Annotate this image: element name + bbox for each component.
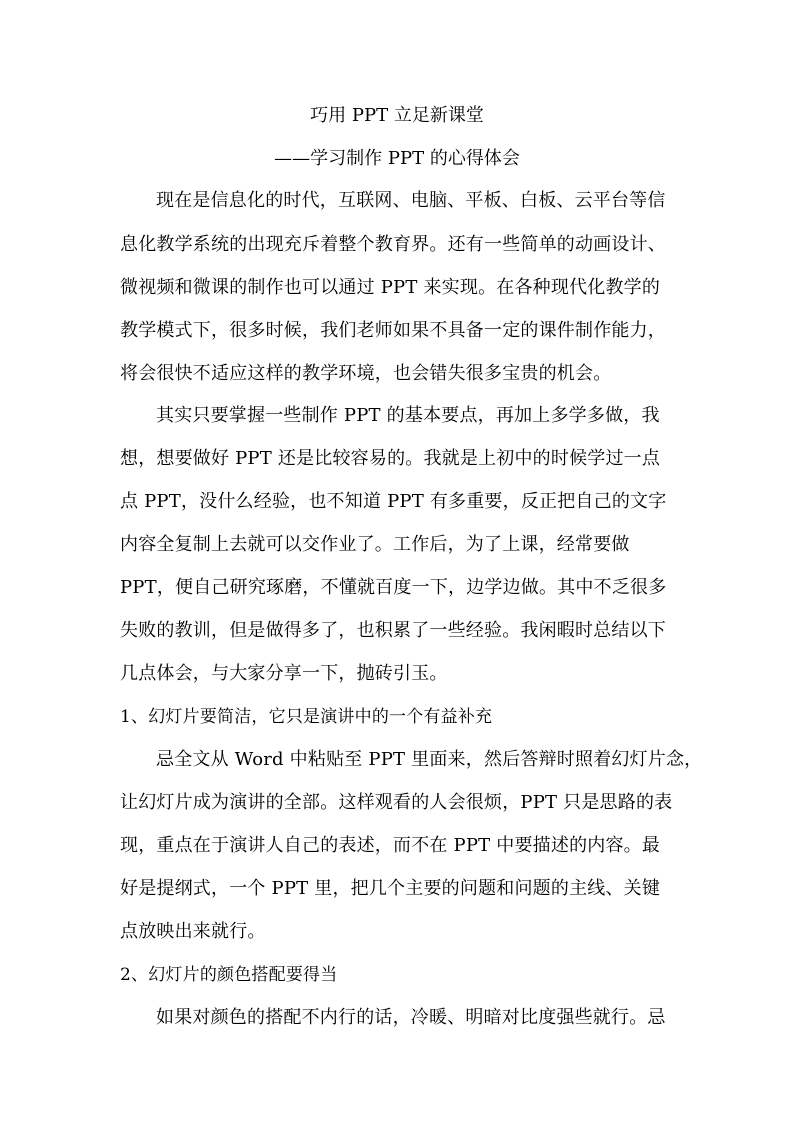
paragraph-3-line: 忌全文从 Word 中粘贴至 PPT 里面来，然后答辩时照着幻灯片念，: [156, 749, 703, 770]
paragraph-2-line: 失败的教训，但是做得多了，也积累了一些经验。我闲暇时总结以下: [120, 620, 666, 641]
document-title: 巧用 PPT 立足新课堂: [310, 105, 484, 126]
paragraph-3-line: 让幻灯片成为演讲的全部。这样观看的人会很烦，PPT 只是思路的表: [120, 792, 673, 813]
paragraph-1-line: 现在是信息化的时代，互联网、电脑、平板、白板、云平台等信: [156, 190, 666, 211]
section-heading-2: 2、幻灯片的颜色搭配要得当: [120, 965, 338, 985]
paragraph-3-line: 好是提纲式，一个 PPT 里，把几个主要的问题和问题的主线、关键: [120, 878, 661, 899]
paragraph-2-line: 内容全复制上去就可以交作业了。工作后，为了上课，经常要做: [120, 534, 630, 555]
paragraph-1-line: 微视频和微课的制作也可以通过 PPT 来实现。在各种现代化教学的: [120, 277, 661, 298]
paragraph-1-line: 将会很快不适应这样的教学环境，也会错失很多宝贵的机会。: [120, 363, 612, 384]
paragraph-2-line: 点 PPT，没什么经验，也不知道 PPT 有多重要，反正把自己的文字: [120, 491, 667, 512]
paragraph-2-line: 想，想要做好 PPT 还是比较容易的。我就是上初中的时候学过一点: [120, 448, 661, 469]
paragraph-4-line: 如果对颜色的搭配不内行的话，冷暖、明暗对比度强些就行。忌: [156, 1007, 666, 1028]
paragraph-3-line: 点放映出来就行。: [120, 921, 266, 942]
paragraph-2-line: 其实只要掌握一些制作 PPT 的基本要点，再加上多学多做，我: [156, 405, 660, 426]
paragraph-1-line: 息化教学系统的出现充斥着整个教育界。还有一些简单的动画设计、: [120, 234, 666, 255]
paragraph-2-line: PPT，便自己研究琢磨，不懂就百度一下，边学边做。其中不乏很多: [120, 577, 667, 598]
paragraph-1-line: 教学模式下，很多时候，我们老师如果不具备一定的课件制作能力，: [120, 320, 666, 341]
document-subtitle: ——学习制作 PPT 的心得体会: [274, 148, 520, 169]
paragraph-3-line: 现，重点在于演讲人自己的表述，而不在 PPT 中要描述的内容。最: [120, 835, 661, 856]
paragraph-2-line: 几点体会，与大家分享一下，抛砖引玉。: [120, 663, 448, 684]
section-heading-1: 1、幻灯片要简洁，它只是演讲中的一个有益补充: [120, 707, 493, 727]
